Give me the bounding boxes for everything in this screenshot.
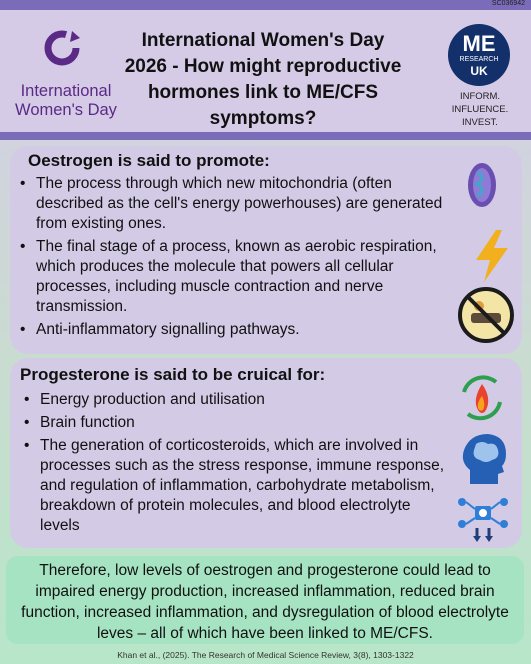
me-logo-uk: UK: [470, 64, 488, 78]
energy-cycle-icon: [456, 372, 508, 422]
progesterone-list: [24, 390, 454, 539]
tagline: [440, 90, 520, 129]
oestrogen-panel: [10, 146, 522, 354]
no-inflammation-icon: [457, 286, 515, 344]
list-item: • The generation of corticosteroids, which are involved in processes such as the stress response, immune response, and regulation of inflammation, carbohydrate metabolism, breakdown of protein molecules, and blood electrolyte levels: [24, 436, 454, 536]
lightning-bolt-icon: [472, 230, 512, 282]
conclusion-text: Therefore, low levels of oestrogen and progesterone could lead to impaired energy production, increased inflammation, reduced brain function, increased inflammation, and dysregulation of blood electrolyte leves – all of which have been linked to ME/CFS.: [21, 562, 509, 642]
progesterone-heading: Progesterone is said to be cruical for:: [20, 365, 326, 384]
me-logo-big: ME: [462, 31, 496, 56]
page-title: International Women's Day 2026 - How might reproductive hormones link to ME/CFS symptoms?: [124, 30, 402, 129]
list-item: • The final stage of a process, known as aerobic respiration, which produces the molecule that powers all cellular processes, including muscle contraction and nerve transmission.: [20, 237, 460, 317]
list-item: • The process through which new mitochondria (often described as the cell's energy powerhouses) are generated from existing ones.: [20, 174, 460, 234]
iwd-logo-text: International Women's Day: [15, 82, 117, 119]
me-logo-research: RESEARCH: [459, 56, 499, 63]
list-item: • Brain function: [24, 413, 454, 433]
top-bar: [0, 0, 531, 10]
oestrogen-list: [20, 174, 460, 343]
header: [0, 10, 531, 132]
citation: Khan et al., (2025). The Research of Medical Science Review, 3(8), 1303-1322: [117, 650, 414, 660]
tagline-influence: INFLUENCE.: [451, 104, 509, 115]
oestrogen-heading: Oestrogen is said to promote:: [28, 151, 270, 170]
process-network-icon: [456, 496, 510, 542]
charity-number: SC036942: [491, 0, 525, 7]
list-item: • Anti-inflammatory signalling pathways.: [20, 320, 460, 340]
header-divider-bar: [0, 132, 531, 140]
tagline-inform: INFORM.: [459, 91, 501, 102]
progesterone-panel: [10, 358, 522, 548]
conclusion-box: [6, 556, 524, 644]
brain-head-icon: [460, 432, 510, 488]
tagline-invest: INVEST.: [462, 117, 498, 128]
list-item: • Energy production and utilisation: [24, 390, 454, 410]
iwd-symbol-icon: [42, 28, 82, 68]
me-research-uk-logo: [448, 24, 510, 86]
mitochondria-icon: [465, 160, 499, 210]
